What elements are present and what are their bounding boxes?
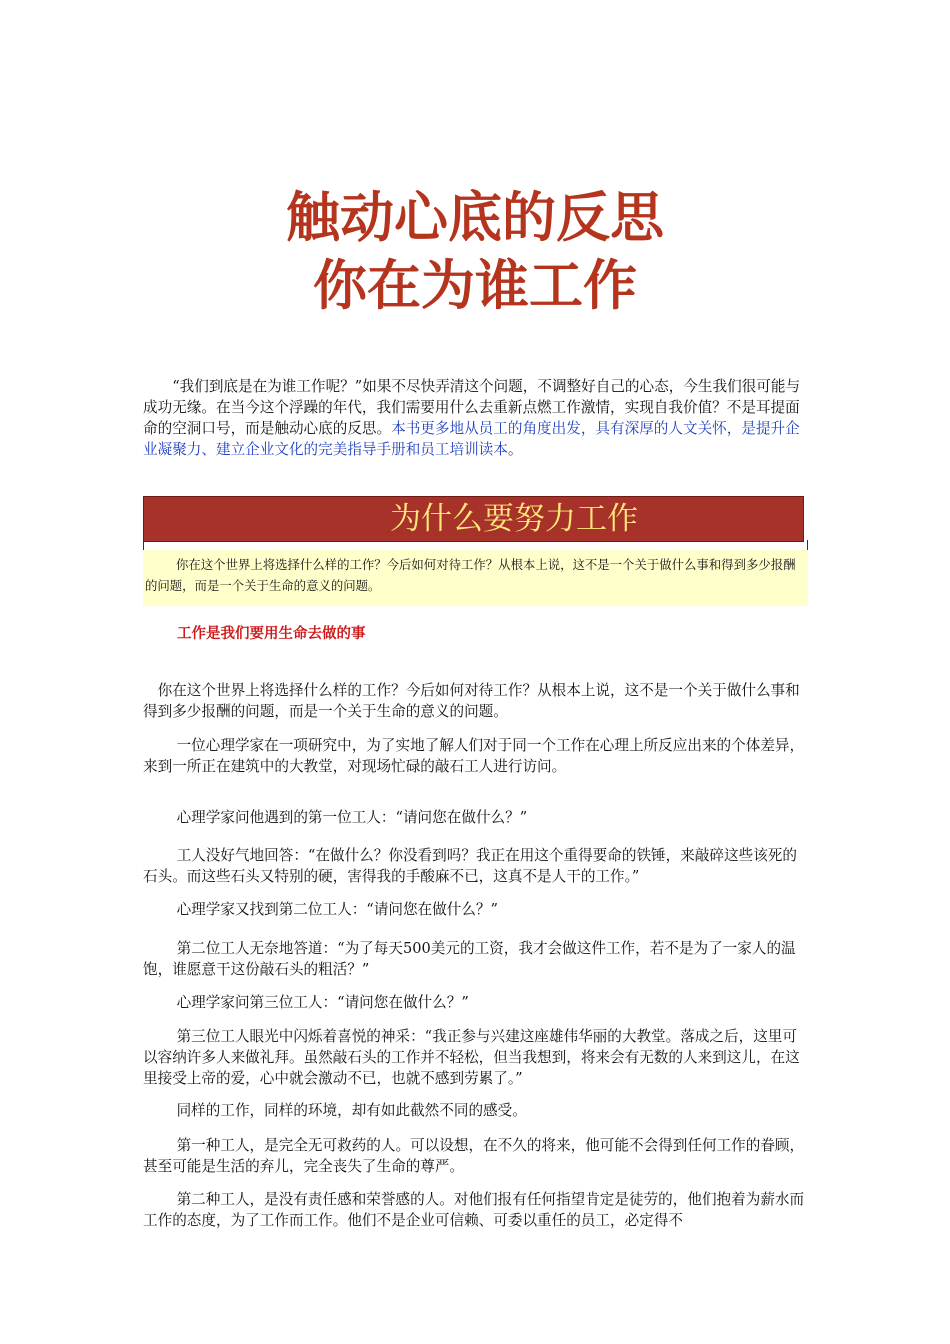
book-title-line1: 触动心底的反思 bbox=[286, 186, 664, 249]
intro-text: “我们到底是在为谁工作呢？”如果不尽快弄清这个问题，不调整好自己的心态，今生我们很可能与成功无缘。在当今这个浮躁的年代，我们需要用什么去重新点燃工作激情，实现自我价值？不是耳提面命的空洞口号，而是触动心底的反思。 bbox=[143, 378, 801, 437]
summary-box bbox=[143, 550, 808, 606]
body-paragraph-7: 心理学家问第三位工人：“请问您在做什么？” bbox=[176, 994, 469, 1011]
body-paragraph-3: 心理学家问他遇到的第一位工人：“请问您在做什么？” bbox=[176, 809, 528, 826]
body-paragraph-8: 第三位工人眼光中闪烁着喜悦的神采：“我正参与兴建这座雄伟华丽的大教堂。落成之后，这里可以容纳许多人来做礼拜。虽然敲石头的工作并不轻松，但当我想到，将来会有无数的人来到这儿，在这里接受上帝的爱，心中就会激动不已，也就不感到劳累了。” bbox=[143, 1028, 800, 1087]
intro-highlight: 本书更多地从员工的角度出发，具有深厚的人文关怀，是提升企业凝聚力、建立企业文化的完美指导手册和员工培训读本 bbox=[143, 420, 800, 458]
body-paragraph-6: 第二位工人无奈地答道：“为了每天500美元的工资，我才会做这件工作，若不是为了一家人的温饱，谁愿意干这份敲石头的粗活？” bbox=[143, 940, 796, 978]
book-title-line2: 你在为谁工作 bbox=[313, 254, 637, 317]
body-paragraph-11: 第二种工人，是没有责任感和荣誉感的人。对他们报有任何指望肯定是徒劳的，他们抱着为薪水而工作的态度，为了工作而工作。他们不是企业可信赖、可委以重任的员工，必定得不 bbox=[143, 1191, 805, 1229]
body-paragraph-4: 工人没好气地回答：“在做什么？你没看到吗？我正在用这个重得要命的铁锤，来敲碎这些该死的石头。而这些石头又特别的硬，害得我的手酸麻不已，这真不是人干的工作。” bbox=[143, 847, 797, 885]
body-paragraph-9: 同样的工作，同样的环境，却有如此截然不同的感受。 bbox=[176, 1102, 527, 1119]
body-paragraph-5: 心理学家又找到第二位工人：“请问您在做什么？” bbox=[176, 901, 498, 918]
body-paragraph-1: 你在这个世界上将选择什么样的工作？今后如何对待工作？从根本上说，这不是一个关于做什么事和得到多少报酬的问题，而是一个关于生命的意义的问题。 bbox=[143, 682, 800, 720]
section-heading: 工作是我们要用生命去做的事 bbox=[177, 626, 366, 642]
intro-paragraph bbox=[143, 376, 808, 460]
body-paragraph-2: 一位心理学家在一项研究中，为了实地了解人们对于同一个工作在心理上所反应出来的个体差异，来到一所正在建筑中的大教堂，对现场忙碌的敲石工人进行访问。 bbox=[143, 737, 805, 775]
intro-end: 。 bbox=[507, 441, 523, 458]
banner-title: 为什么要努力工作 bbox=[390, 501, 638, 537]
summary-text: 你在这个世界上将选择什么样的工作？今后如何对待工作？从根本上说，这不是一个关于做什么事和得到多少报酬的问题，而是一个关于生命的意义的问题。 bbox=[145, 557, 796, 593]
body-paragraph-10: 第一种工人，是完全无可救药的人。可以设想，在不久的将来，他可能不会得到任何工作的眷顾，甚至可能是生活的弃儿，完全丧失了生命的尊严。 bbox=[143, 1137, 805, 1175]
section-banner bbox=[143, 496, 804, 542]
